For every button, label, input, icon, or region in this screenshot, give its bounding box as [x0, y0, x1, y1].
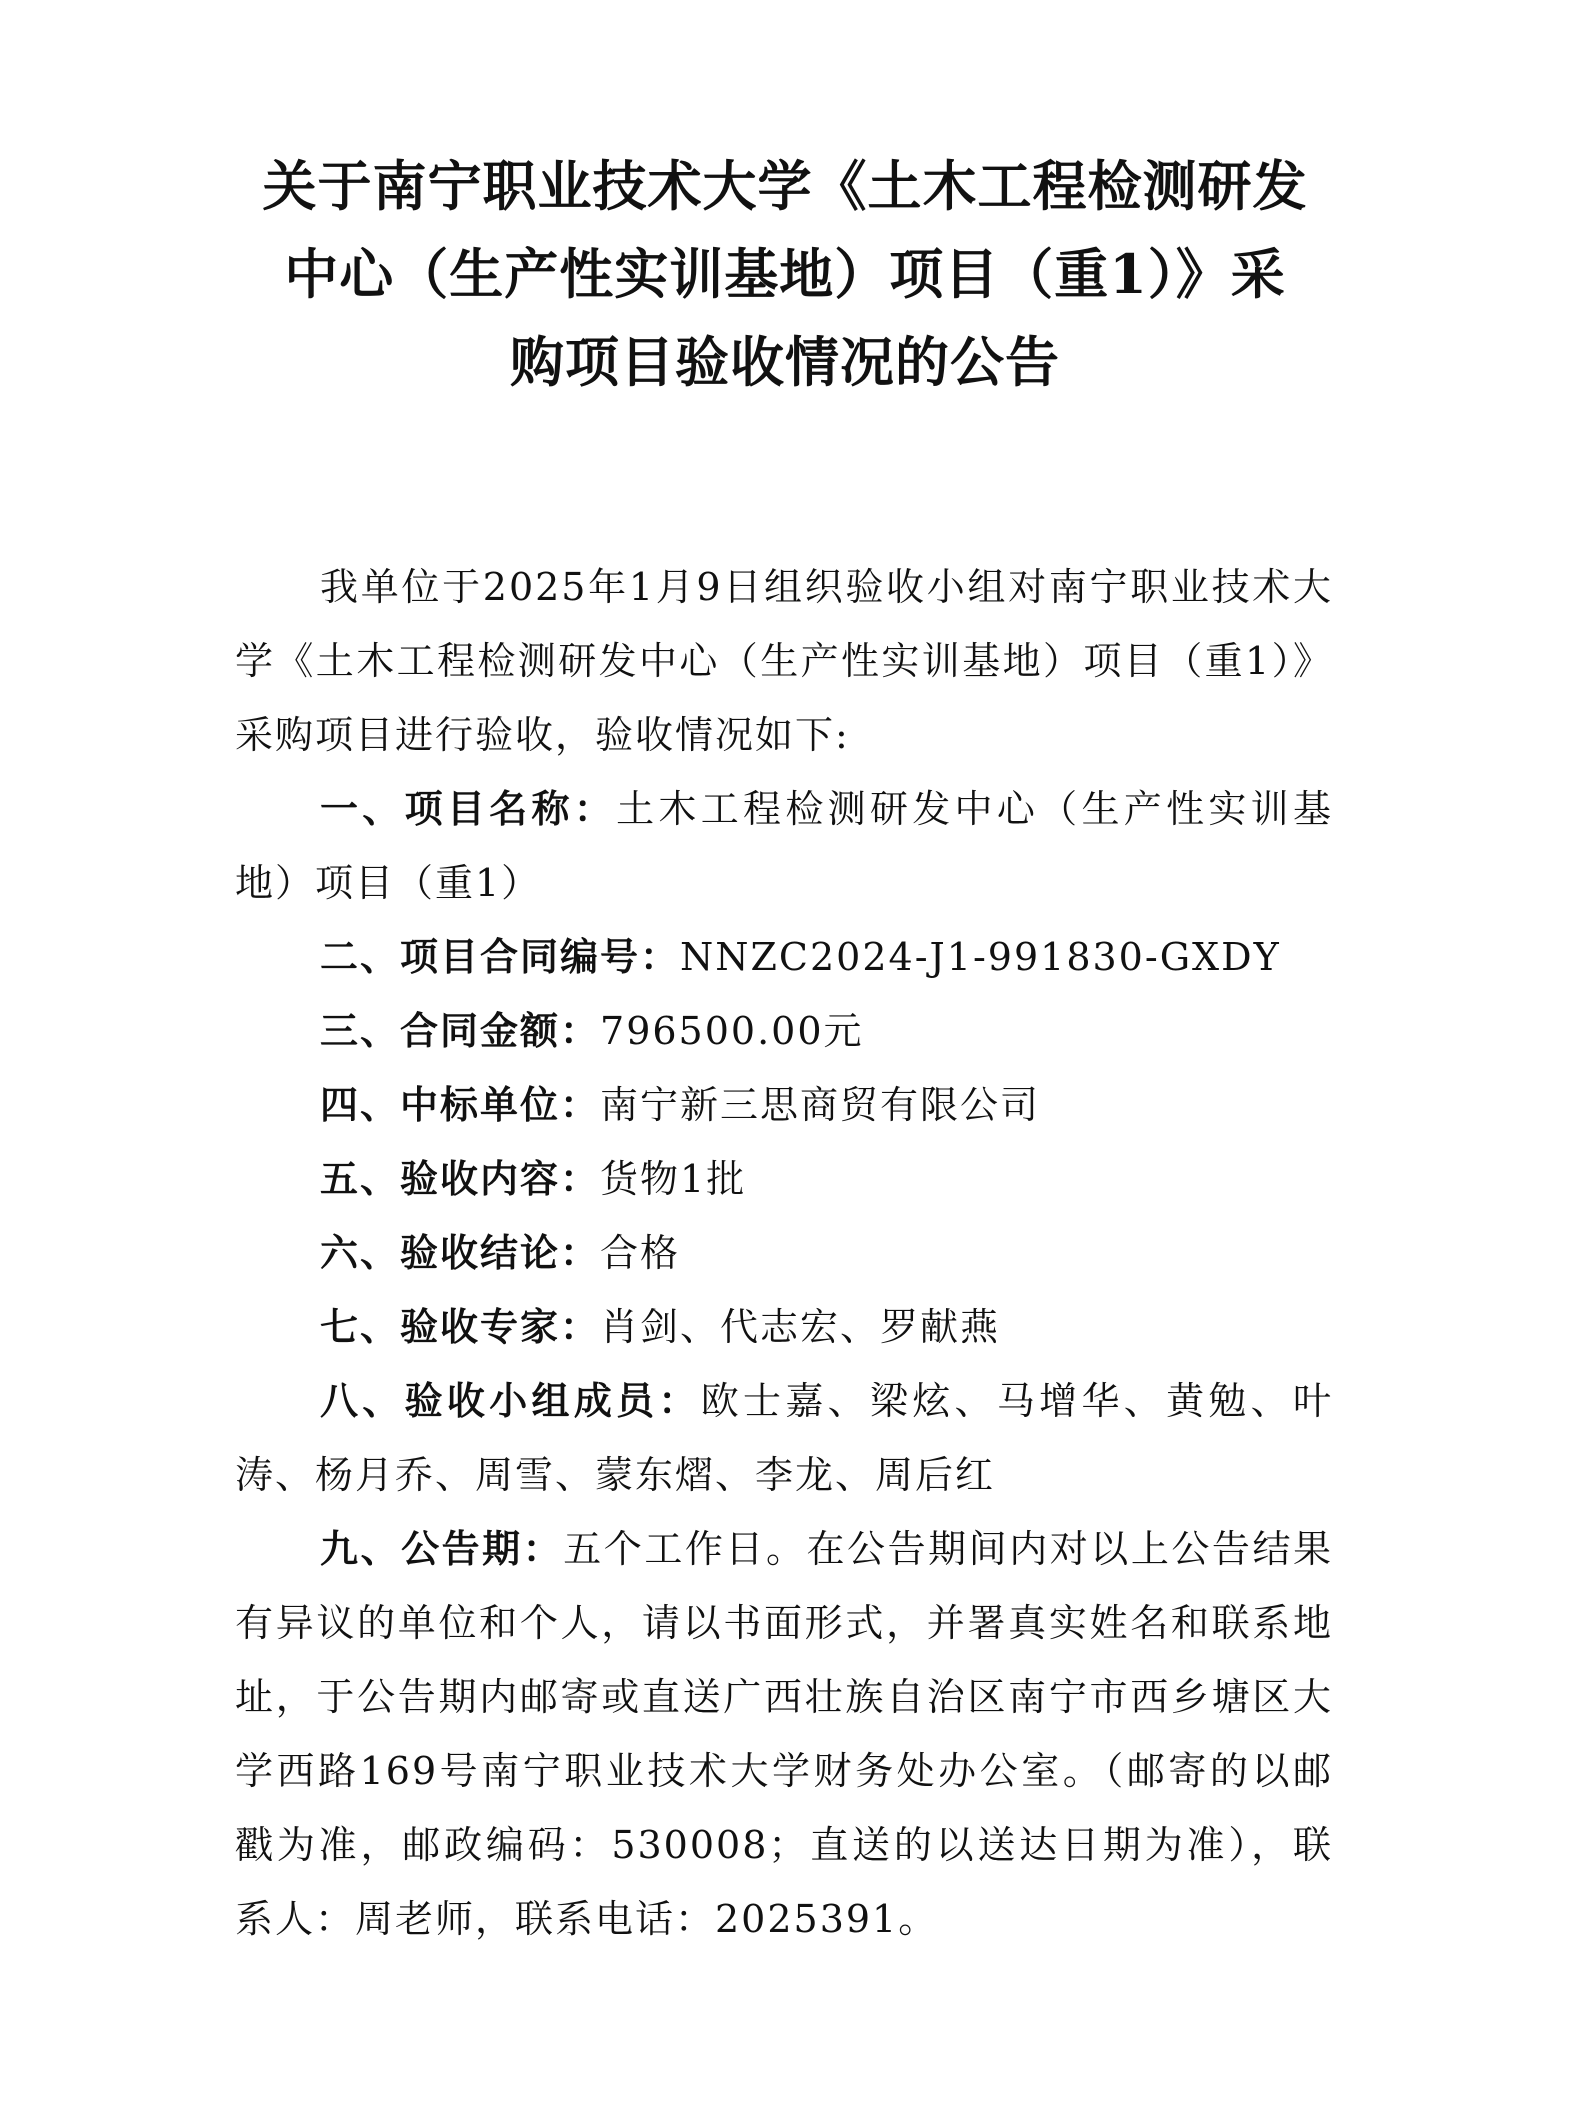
item-contract-amount: [235, 994, 1333, 1068]
item-acceptance-experts: [235, 1290, 1333, 1364]
item-label: 八、验收小组成员：: [320, 1378, 701, 1423]
title-line-3: 购项目验收情况的公告: [510, 330, 1060, 394]
item-team-members: [235, 1364, 1333, 1512]
item-value: 土木工程检测研发中心（生产性实训基地）项目（重1）: [235, 787, 1333, 905]
item-value: 五个工作日。在公告期间内对以上公告结果有异议的单位和个人，请以书面形式，并署真实姓名和联系地址，于公告期内邮寄或直送广西壮族自治区南宁市西乡塘区大学西路169号南宁职业技术大学财务处办公室。（邮寄的以邮戳为准，邮政编码：530008；直送的以送达日期为准），联系人：周老师，联系电话：2025391。: [235, 1527, 1333, 1941]
item-value: NNZC2024-J1-991830-GXDY: [680, 935, 1281, 979]
item-value: 796500.00元: [600, 1009, 864, 1053]
item-acceptance-conclusion: [235, 1216, 1333, 1290]
item-value: 欧士嘉、梁炫、马增华、黄勉、叶涛、杨月乔、周雪、蒙东熠、李龙、周后红: [235, 1379, 1333, 1497]
item-project-name: [235, 772, 1333, 920]
item-label: 四、中标单位：: [320, 1082, 601, 1127]
item-acceptance-content: [235, 1142, 1333, 1216]
item-value: 货物1批: [600, 1157, 747, 1201]
item-label: 一、项目名称：: [320, 786, 617, 831]
item-label: 六、验收结论：: [320, 1230, 601, 1275]
item-label: 七、验收专家：: [320, 1304, 601, 1349]
title-line-2: 中心（生产性实训基地）项目（重1）》采: [284, 242, 1286, 306]
title-line-1: 关于南宁职业技术大学《土木工程检测研发: [262, 154, 1308, 218]
document-title: [230, 142, 1340, 406]
intro-paragraph: 我单位于2025年1月9日组织验收小组对南宁职业技术大学《土木工程检测研发中心（生产性实训基地）项目（重1）》采购项目进行验收，验收情况如下:: [235, 565, 1333, 757]
item-label: 九、公告期：: [320, 1526, 564, 1571]
item-winning-bidder: [235, 1068, 1333, 1142]
item-notice-period: [235, 1512, 1333, 1956]
document-body: [235, 550, 1333, 1956]
item-value: 合格: [600, 1231, 681, 1275]
item-label: 三、合同金额：: [320, 1008, 601, 1053]
item-value: 南宁新三思商贸有限公司: [600, 1083, 1041, 1127]
item-label: 五、验收内容：: [320, 1156, 601, 1201]
item-label: 二、项目合同编号：: [320, 934, 681, 979]
item-value: 肖剑、代志宏、罗献燕: [600, 1305, 1001, 1349]
item-contract-number: [235, 920, 1333, 994]
